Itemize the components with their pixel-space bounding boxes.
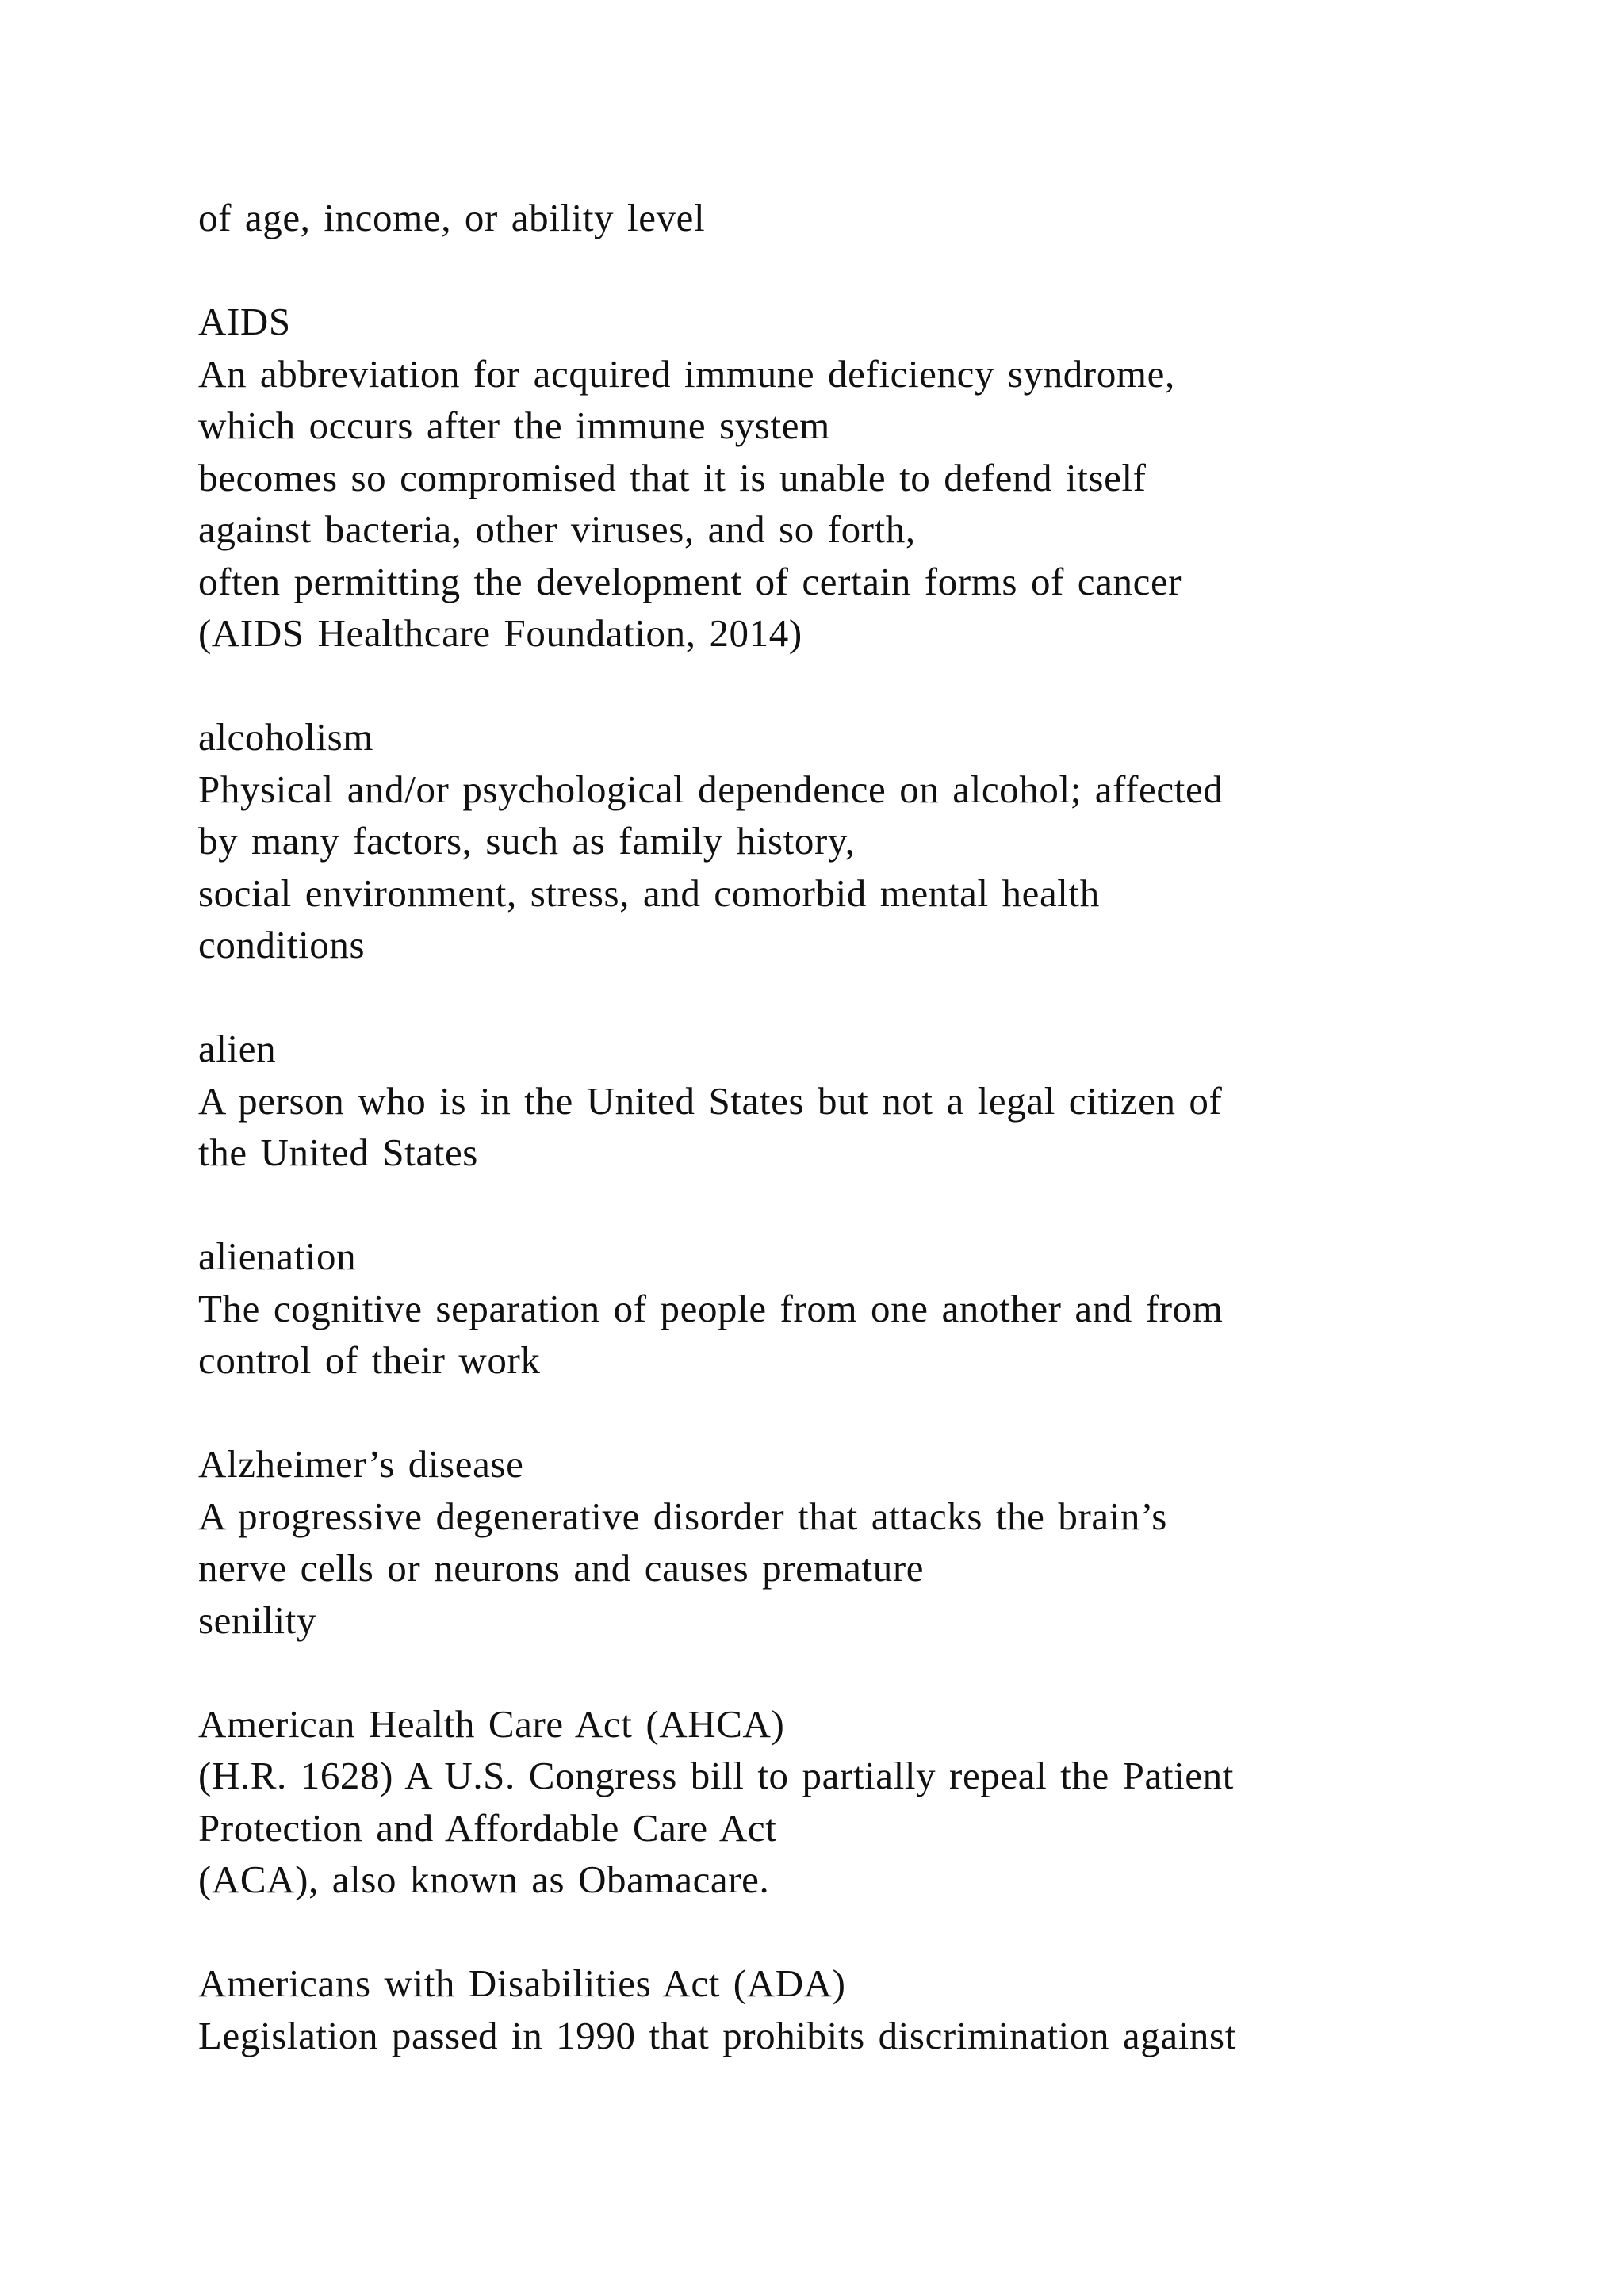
- glossary-term: alien: [198, 1027, 277, 1070]
- definition-line: Legislation passed in 1990 that prohibits discrimination against: [198, 2013, 1236, 2057]
- definition-line: social environment, stress, and comorbid mental health: [198, 871, 1100, 915]
- glossary-term: alcoholism: [198, 715, 374, 759]
- blank-line: [198, 1179, 1546, 1231]
- definition-line: Physical and/or psychological dependence on alcohol; affected: [198, 767, 1224, 811]
- definition-line: control of their work: [198, 1338, 541, 1382]
- definition-line: An abbreviation for acquired immune deficiency syndrome,: [198, 351, 1175, 396]
- blank-line: [198, 660, 1546, 712]
- definition-line: The cognitive separation of people from one another and from: [198, 1286, 1224, 1330]
- definition-line: by many factors, such as family history,: [198, 819, 856, 863]
- definition-line: against bacteria, other viruses, and so forth,: [198, 507, 916, 551]
- definition-line: which occurs after the immune system: [198, 404, 830, 447]
- definition-line: A person who is in the United States but not a legal citizen of: [198, 1078, 1223, 1123]
- definition-line: senility: [198, 1598, 317, 1642]
- blank-line: [198, 1387, 1546, 1439]
- glossary-term: alienation: [198, 1234, 357, 1278]
- definition-line: Protection and Affordable Care Act: [198, 1805, 777, 1850]
- blank-line: [198, 1906, 1546, 1958]
- definition-line: nerve cells or neurons and causes premature: [198, 1546, 925, 1590]
- glossary-text: [198, 192, 1546, 2061]
- intro-fragment: of age, income, or ability level: [198, 196, 706, 239]
- definition-line: often permitting the development of certain forms of cancer: [198, 559, 1182, 603]
- glossary-term: American Health Care Act (AHCA): [198, 1701, 785, 1746]
- blank-line: [198, 244, 1546, 297]
- definition-line: conditions: [198, 923, 366, 966]
- glossary-term: AIDS: [198, 300, 291, 343]
- glossary-term: Americans with Disabilities Act (ADA): [198, 1961, 846, 2005]
- definition-line: (ACA), also known as Obamacare.: [198, 1858, 770, 1901]
- blank-line: [198, 1646, 1546, 1698]
- definition-line: (H.R. 1628) A U.S. Congress bill to partially repeal the Patient: [198, 1754, 1234, 1797]
- definition-line: A progressive degenerative disorder that attacks the brain’s: [198, 1494, 1167, 1538]
- definition-line: (AIDS Healthcare Foundation, 2014): [198, 611, 802, 655]
- definition-line: becomes so compromised that it is unable to defend itself: [198, 455, 1147, 499]
- glossary-term: Alzheimer’s disease: [198, 1442, 524, 1486]
- definition-line: the United States: [198, 1131, 478, 1174]
- blank-line: [198, 971, 1546, 1024]
